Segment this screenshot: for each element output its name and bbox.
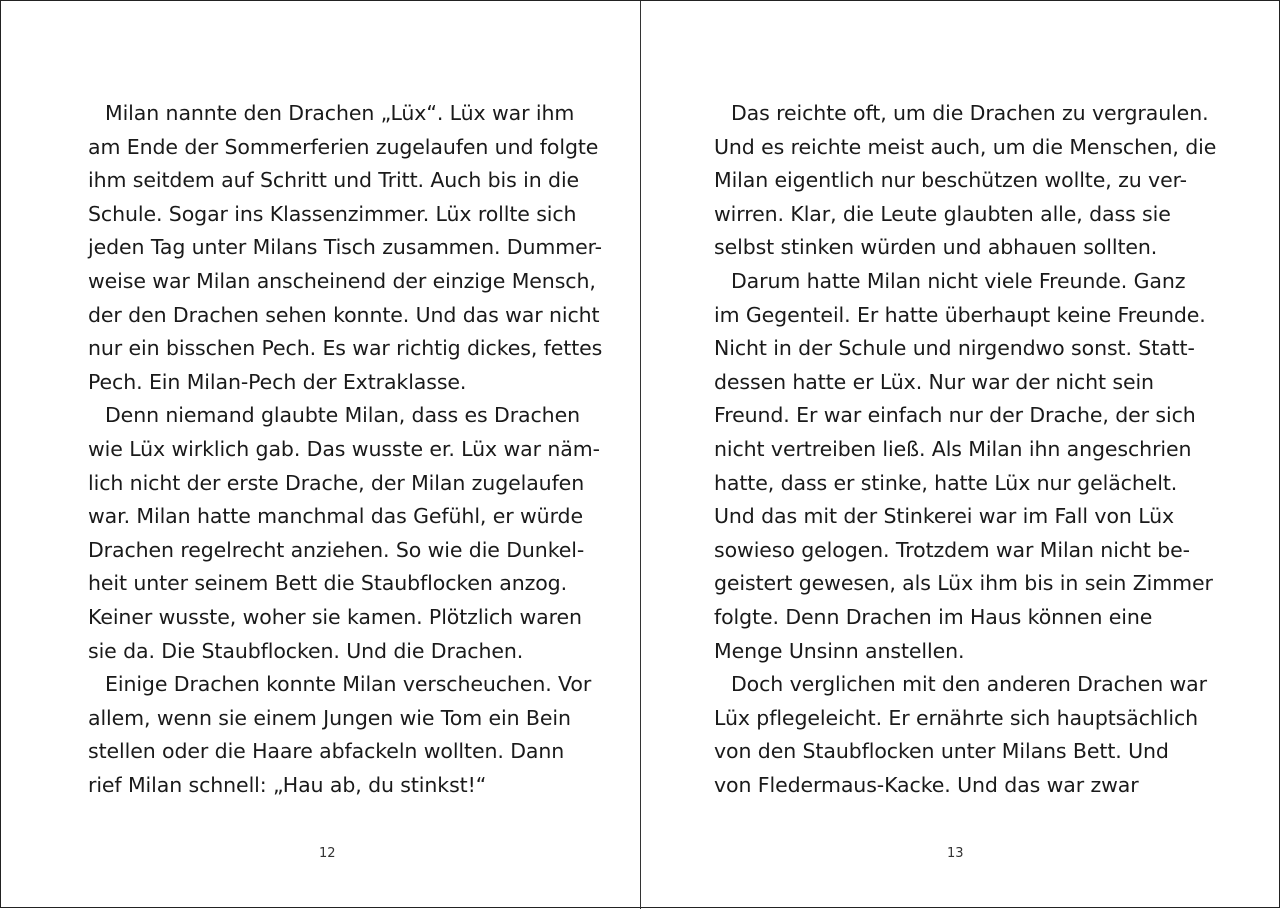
text-line: Doch verglichen mit den anderen Drachen war: [731, 672, 1207, 697]
text-line: Lüx pflegeleicht. Er ernährte sich hauptsächlich: [714, 705, 1199, 730]
text-line: folgte. Denn Drachen im Haus können eine: [714, 604, 1153, 629]
text-line: Pech. Ein Milan-Pech der Extraklasse.: [88, 369, 467, 394]
text-line: war. Milan hatte manchmal das Gefühl, er würde: [88, 504, 583, 529]
text-line: Und das mit der Stinkerei war im Fall von Lüx: [714, 504, 1175, 529]
text-line: Milan nannte den Drachen „Lüx“. Lüx war ihm: [105, 101, 575, 125]
text-line: heit unter seinem Bett die Staubflocken anzog.: [88, 571, 568, 596]
text-line: Das reichte oft, um die Drachen zu vergraulen.: [731, 101, 1209, 125]
text-line: von den Staubflocken unter Milans Bett. Und: [714, 739, 1169, 764]
page-number-right: 13: [947, 846, 964, 861]
text-line: dessen hatte er Lüx. Nur war der nicht sein: [714, 369, 1154, 394]
text-line: Schule. Sogar ins Klassenzimmer. Lüx rollte sich: [88, 201, 577, 226]
right-page-text: [714, 97, 1217, 802]
text-line: Freund. Er war einfach nur der Drache, der sich: [714, 403, 1196, 428]
text-line: Nicht in der Schule und nirgendwo sonst. Statt-: [714, 336, 1195, 361]
text-line: Denn niemand glaubte Milan, dass es Drachen: [105, 403, 580, 428]
text-line: Und es reichte meist auch, um die Menschen, die: [714, 134, 1217, 159]
text-line: Keiner wusste, woher sie kamen. Plötzlich waren: [88, 604, 582, 629]
text-line: sowieso gelogen. Trotzdem war Milan nicht be-: [714, 537, 1190, 562]
text-line: weise war Milan anscheinend der einzige Mensch,: [88, 268, 596, 293]
text-line: Darum hatte Milan nicht viele Freunde. Ganz: [731, 268, 1186, 293]
text-line: nicht vertreiben ließ. Als Milan ihn angeschrien: [714, 436, 1192, 461]
text-line: der den Drachen sehen konnte. Und das war nicht: [88, 302, 600, 327]
left-page: [1, 1, 640, 909]
text-line: wie Lüx wirklich gab. Das wusste er. Lüx war näm-: [88, 436, 600, 461]
text-line: am Ende der Sommerferien zugelaufen und folgte: [88, 134, 599, 159]
text-line: selbst stinken würden und abhauen sollten.: [714, 235, 1158, 260]
text-line: stellen oder die Haare abfackeln wollten. Dann: [88, 739, 565, 764]
text-line: Einige Drachen konnte Milan verscheuchen. Vor: [105, 672, 592, 697]
text-line: jeden Tag unter Milans Tisch zusammen. Dummer-: [88, 235, 602, 260]
right-page: [641, 1, 1280, 909]
text-line: hatte, dass er stinke, hatte Lüx nur gelächelt.: [714, 470, 1178, 495]
left-page-text: [88, 97, 603, 802]
text-line: rief Milan schnell: „Hau ab, du stinkst!“: [88, 772, 487, 797]
page-number-left: 12: [319, 846, 336, 861]
text-line: geistert gewesen, als Lüx ihm bis in sein Zimmer: [714, 571, 1213, 596]
text-line: Menge Unsinn anstellen.: [714, 638, 965, 663]
text-line: nur ein bisschen Pech. Es war richtig dickes, fettes: [88, 336, 603, 361]
text-line: ihm seitdem auf Schritt und Tritt. Auch bis in die: [88, 168, 580, 193]
text-line: allem, wenn sie einem Jungen wie Tom ein Bein: [88, 705, 571, 730]
text-line: wirren. Klar, die Leute glaubten alle, dass sie: [714, 201, 1171, 226]
text-line: Drachen regelrecht anziehen. So wie die Dunkel-: [88, 537, 585, 562]
text-line: sie da. Die Staubflocken. Und die Drachen.: [88, 638, 524, 663]
text-line: von Fledermaus-Kacke. Und das war zwar: [714, 772, 1139, 797]
text-line: Milan eigentlich nur beschützen wollte, zu ver-: [714, 168, 1187, 193]
text-line: lich nicht der erste Drache, der Milan zugelaufen: [88, 470, 585, 495]
text-line: im Gegenteil. Er hatte überhaupt keine Freunde.: [714, 302, 1206, 327]
